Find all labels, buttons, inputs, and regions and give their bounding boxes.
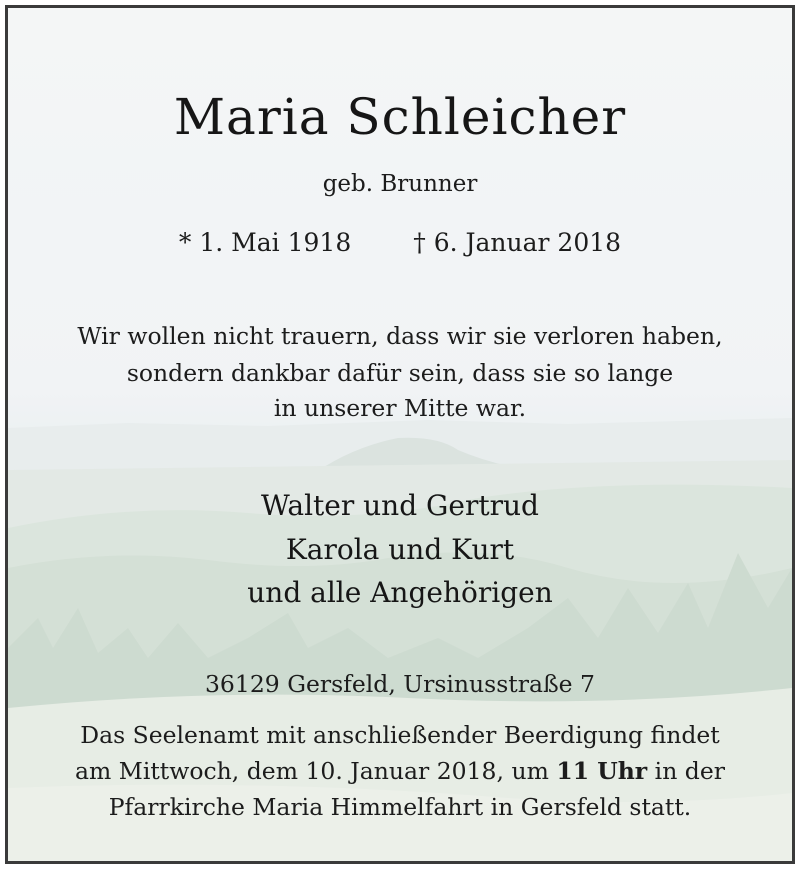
service-info-line: Pfarrkirche Maria Himmelfahrt in Gersfeld statt. (108, 793, 692, 821)
verse-line: sondern dankbar dafür sein, dass sie so lange (126, 359, 674, 387)
maiden-name: geb. Brunner (322, 171, 478, 197)
deceased-name: Maria Schleicher (173, 88, 627, 146)
verse-line: in unserer Mitte war. (273, 394, 527, 422)
birth-date: * 1. Mai 1918 (178, 228, 352, 257)
service-date-text: am Mittwoch, dem 10. Januar 2018, um (75, 757, 557, 785)
service-time: 11 Uhr (556, 757, 648, 785)
death-date: † 6. Januar 2018 (413, 228, 622, 257)
mourner-line: und alle Angehörigen (247, 576, 553, 609)
mourner-line: Walter und Gertrud (261, 489, 539, 522)
verse-line: Wir wollen nicht trauern, dass wir sie verloren haben, (77, 322, 723, 350)
service-info-line: Das Seelenamt mit anschließender Beerdigung findet (80, 721, 720, 749)
address: 36129 Gersfeld, Ursinusstraße 7 (204, 670, 596, 698)
life-dates (8, 228, 792, 257)
service-place-text: in der (647, 757, 725, 785)
service-info-line (8, 757, 792, 785)
obituary-frame (5, 5, 795, 864)
mourner-line: Karola und Kurt (285, 533, 515, 566)
